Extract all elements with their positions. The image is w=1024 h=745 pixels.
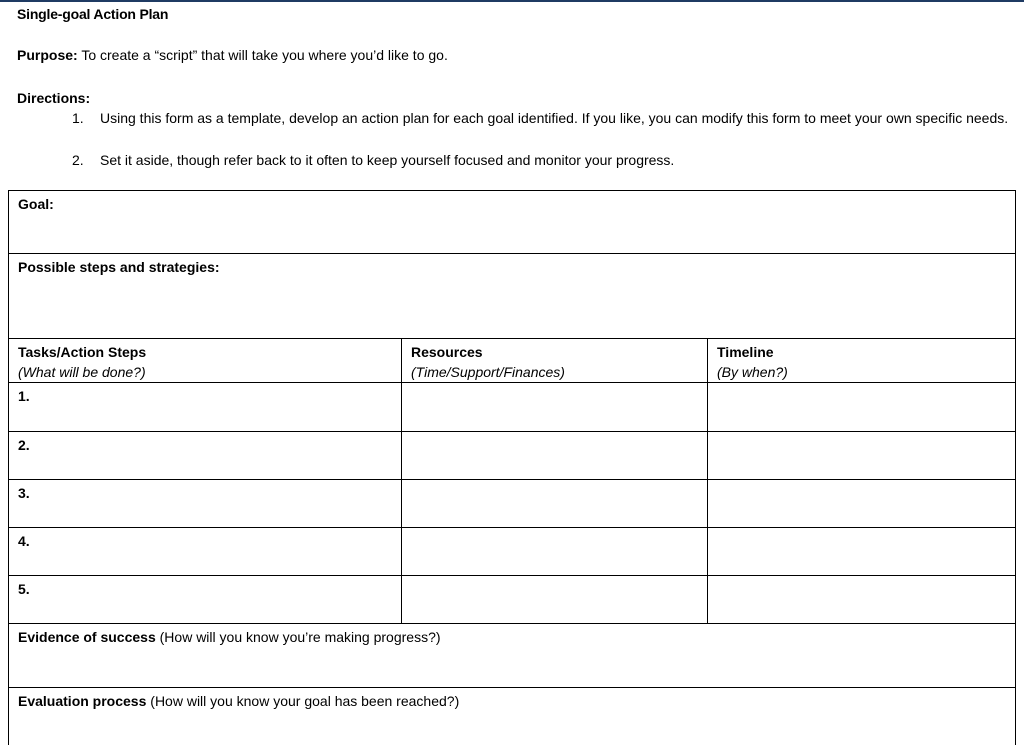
direction-item xyxy=(72,150,1017,170)
column-header-row xyxy=(9,339,1016,383)
table-row xyxy=(9,383,1016,432)
table-row xyxy=(9,528,1016,576)
direction-text: Using this form as a template, develop an action plan for each goal identified. If you like, you can modify this form to meet your own specific needs. xyxy=(100,110,1009,126)
column-title: Timeline xyxy=(717,344,774,360)
table-row xyxy=(9,432,1016,480)
direction-item xyxy=(72,108,1017,128)
timeline-cell[interactable] xyxy=(708,576,1016,624)
column-header-resources xyxy=(402,339,708,383)
task-cell[interactable] xyxy=(9,432,402,480)
purpose-line xyxy=(17,47,448,63)
purpose-text: To create a “script” that will take you where you’d like to go. xyxy=(81,47,448,63)
task-cell[interactable] xyxy=(9,480,402,528)
goal-label: Goal: xyxy=(18,196,54,212)
direction-text: Set it aside, though refer back to it often to keep yourself focused and monitor your progress. xyxy=(100,152,675,168)
column-subtitle: (Time/Support/Finances) xyxy=(411,364,565,380)
timeline-cell[interactable] xyxy=(708,432,1016,480)
resources-cell[interactable] xyxy=(402,528,708,576)
task-cell[interactable] xyxy=(9,576,402,624)
column-subtitle: (By when?) xyxy=(717,364,788,380)
timeline-cell[interactable] xyxy=(708,383,1016,432)
column-subtitle: (What will be done?) xyxy=(18,364,146,380)
table-row xyxy=(9,576,1016,624)
evaluation-row xyxy=(9,688,1016,745)
row-number: 2. xyxy=(18,437,30,453)
steps-row xyxy=(9,254,1016,339)
column-header-timeline xyxy=(708,339,1016,383)
row-number: 1. xyxy=(18,388,30,404)
steps-field[interactable] xyxy=(9,254,1016,339)
resources-cell[interactable] xyxy=(402,480,708,528)
goal-row xyxy=(9,191,1016,254)
document-title: Single-goal Action Plan xyxy=(17,6,169,22)
purpose-label: Purpose: xyxy=(17,47,78,63)
resources-cell[interactable] xyxy=(402,576,708,624)
goal-field[interactable] xyxy=(9,191,1016,254)
steps-label: Possible steps and strategies: xyxy=(18,259,220,275)
table-row xyxy=(9,480,1016,528)
action-plan-form xyxy=(8,190,1016,745)
resources-cell[interactable] xyxy=(402,383,708,432)
evidence-field[interactable] xyxy=(9,624,1016,688)
timeline-cell[interactable] xyxy=(708,480,1016,528)
row-number: 3. xyxy=(18,485,30,501)
direction-number: 2. xyxy=(72,152,84,168)
row-number: 5. xyxy=(18,581,30,597)
directions-label: Directions: xyxy=(17,90,91,106)
column-header-tasks xyxy=(9,339,402,383)
row-number: 4. xyxy=(18,533,30,549)
evaluation-label: Evaluation process xyxy=(18,693,147,709)
top-border-line xyxy=(0,0,1024,2)
evidence-row xyxy=(9,624,1016,688)
evidence-label: Evidence of success xyxy=(18,629,156,645)
column-title: Resources xyxy=(411,344,483,360)
resources-cell[interactable] xyxy=(402,432,708,480)
timeline-cell[interactable] xyxy=(708,528,1016,576)
task-cell[interactable] xyxy=(9,528,402,576)
evidence-question: (How will you know you’re making progress?) xyxy=(159,629,441,645)
evaluation-question: (How will you know your goal has been reached?) xyxy=(150,693,460,709)
evaluation-field[interactable] xyxy=(9,688,1016,745)
column-title: Tasks/Action Steps xyxy=(18,344,147,360)
direction-number: 1. xyxy=(72,110,84,126)
task-cell[interactable] xyxy=(9,383,402,432)
